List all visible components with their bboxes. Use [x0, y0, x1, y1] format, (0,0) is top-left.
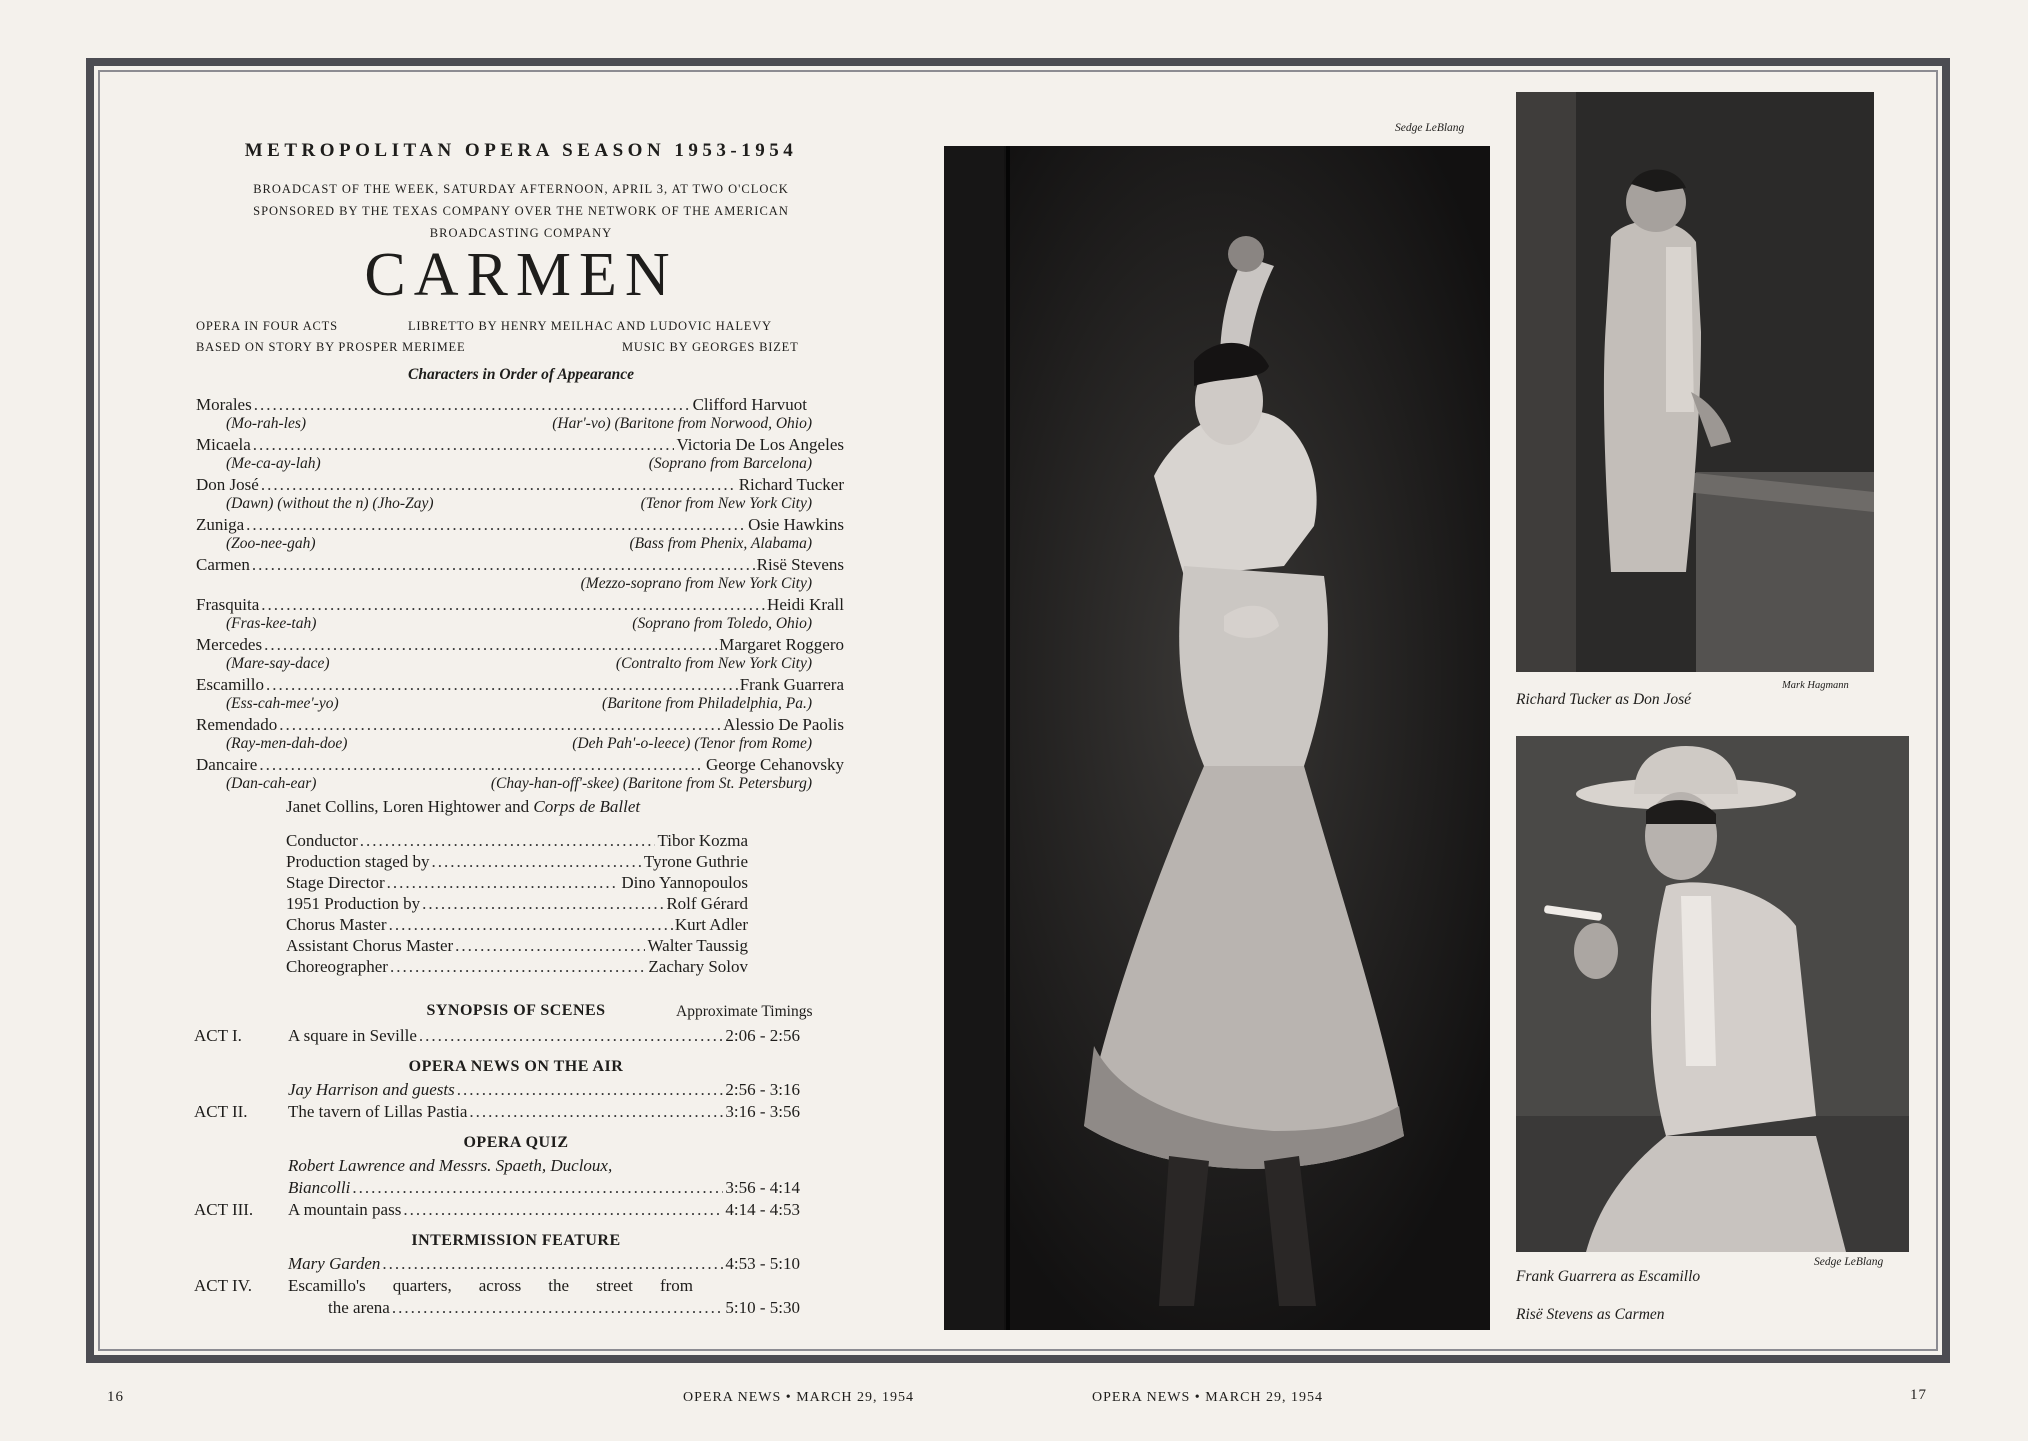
leader-dots: [457, 1080, 724, 1100]
photo-credit: Sedge LeBlang: [1395, 122, 1465, 134]
role: Morales: [196, 395, 252, 414]
photo-caption: Risë Stevens as Carmen: [1516, 1306, 1665, 1323]
timing: 5:10 - 5:30: [725, 1298, 800, 1317]
timing: 4:53 - 5:10: [725, 1254, 800, 1273]
pronunciation: (Zoo-nee-gah): [226, 535, 316, 552]
leader-dots: [419, 1026, 723, 1046]
timing: 2:56 - 3:16: [725, 1080, 800, 1099]
singer-note: (Soprano from Barcelona): [648, 455, 812, 472]
staff-row: [286, 936, 748, 956]
leader-dots: [389, 915, 673, 935]
leader-dots: [252, 555, 755, 575]
staff-role: Assistant Chorus Master: [286, 936, 454, 955]
staff-role: Choreographer: [286, 957, 388, 976]
singer: Heidi Krall: [767, 595, 844, 614]
act-label: ACT III.: [194, 1200, 254, 1219]
season-heading: METROPOLITAN OPERA SEASON 1953-1954: [244, 140, 798, 161]
leader-dots: [261, 595, 765, 615]
scene-row: [288, 1080, 800, 1100]
pronunciation: (Ray-men-dah-doe): [226, 735, 348, 752]
role: Frasquita: [196, 595, 260, 614]
scene-row: [288, 1178, 800, 1198]
staff-role: Production staged by: [286, 852, 430, 871]
scene: the arena: [328, 1298, 390, 1317]
singer: Richard Tucker: [738, 475, 844, 494]
scene: A mountain pass: [288, 1200, 402, 1219]
leader-dots: [392, 1298, 724, 1318]
photo-caption: Frank Guarrera as Escamillo: [1516, 1268, 1701, 1285]
staff-name: Dino Yannopoulos: [621, 873, 748, 892]
leader-dots: [279, 715, 721, 735]
leader-dots: [455, 936, 645, 956]
leader-dots: [360, 831, 656, 851]
leader-dots: [387, 873, 620, 893]
photo-credit: Mark Hagmann: [1782, 680, 1849, 691]
guarrera-photo: [1516, 736, 1909, 1252]
staff-role: Stage Director: [286, 873, 385, 892]
role: Zuniga: [196, 515, 245, 534]
photo-credit: Sedge LeBlang: [1814, 1256, 1884, 1268]
music-credit: MUSIC BY GEORGES BIZET: [622, 340, 799, 354]
singer: Margaret Roggero: [719, 635, 844, 654]
role: Dancaire: [196, 755, 258, 774]
character-row: [196, 715, 844, 735]
broadcast-line: SPONSORED BY THE TEXAS COMPANY OVER THE NETWORK OF THE AMERICAN: [253, 204, 789, 218]
staff-name: Tyrone Guthrie: [643, 852, 748, 871]
singer: Alessio De Paolis: [723, 715, 844, 734]
leader-dots: [352, 1178, 723, 1198]
role: Micaela: [196, 435, 251, 454]
ballet-names: Janet Collins, Loren Hightower and: [286, 797, 534, 816]
scene-row: [288, 1026, 800, 1046]
character-row: [196, 635, 844, 655]
broadcast-info: [196, 178, 846, 244]
character-row: [196, 395, 807, 415]
page-number-left: 16: [107, 1389, 124, 1405]
singer-note: (Contralto from New York City): [615, 655, 812, 672]
leader-dots: [261, 475, 737, 495]
scene-row: [288, 1200, 800, 1220]
staff-name: Walter Taussig: [647, 936, 748, 955]
timings-label: Approximate Timings: [676, 1003, 813, 1020]
singer-note: (Har'-vo) (Baritone from Norwood, Ohio): [552, 415, 812, 432]
role: Remendado: [196, 715, 278, 734]
tucker-photo: [1516, 92, 1874, 672]
singer-note: (Bass from Phenix, Alabama): [629, 535, 812, 552]
pronunciation: (Fras-kee-tah): [226, 615, 317, 632]
page-number-right: 17: [1910, 1387, 1927, 1403]
singer-note: (Baritone from Philadelphia, Pa.): [602, 695, 812, 712]
pronunciation: (Dawn) (without the n) (Jho-Zay): [226, 495, 434, 512]
dancer-illustration: [944, 146, 1490, 1330]
leader-dots: [390, 957, 646, 977]
story-credit: BASED ON STORY BY PROSPER MERIMEE: [196, 340, 466, 354]
singer: Osie Hawkins: [748, 515, 844, 534]
staff-row: [286, 873, 748, 893]
pronunciation: (Dan-cah-ear): [226, 775, 317, 792]
characters-heading: Characters in Order of Appearance: [408, 366, 634, 383]
scene: A square in Seville: [288, 1026, 417, 1045]
character-row: [196, 555, 844, 575]
role: Carmen: [196, 555, 250, 574]
opera-title: CARMEN: [364, 241, 678, 309]
libretto-credit: LIBRETTO BY HENRY MEILHAC AND LUDOVIC HALEVY: [408, 319, 772, 333]
staff-name: Zachary Solov: [648, 957, 748, 976]
singer-note: (Tenor from New York City): [640, 495, 812, 512]
character-row: [196, 515, 844, 535]
staff-role: 1951 Production by: [286, 894, 421, 913]
singer-note: (Mezzo-soprano from New York City): [580, 575, 812, 592]
timing: 3:56 - 4:14: [725, 1178, 800, 1197]
broadcast-line: BROADCASTING COMPANY: [429, 226, 613, 240]
staff-row: [286, 852, 748, 872]
timing: 2:06 - 2:56: [725, 1026, 800, 1045]
pronunciation: (Mo-rah-les): [226, 415, 307, 432]
act-label: ACT I.: [194, 1026, 242, 1045]
leader-dots: [469, 1102, 723, 1122]
staff-row: [286, 915, 748, 935]
character-row: [196, 475, 844, 495]
role: Don José: [196, 475, 259, 494]
pronunciation: (Ess-cah-mee'-yo): [226, 695, 339, 712]
staff-row: [286, 957, 748, 977]
scene: Mary Garden: [288, 1254, 381, 1273]
leader-dots: [432, 852, 642, 872]
broadcast-line: BROADCAST OF THE WEEK, SATURDAY AFTERNOON, APRIL 3, AT TWO O'CLOCK: [253, 182, 789, 196]
pronunciation: (Mare-say-dace): [226, 655, 330, 672]
scene: The tavern of Lillas Pastia: [288, 1102, 468, 1121]
ballet-corps: Corps de Ballet: [533, 797, 641, 816]
act-label: ACT II.: [194, 1102, 248, 1121]
singer-note: (Chay-han-off'-skee) (Baritone from St. Petersburg): [490, 775, 812, 792]
leader-dots: [266, 675, 738, 695]
carmen-photo: [944, 146, 1490, 1330]
intermission-heading: INTERMISSION FEATURE: [411, 1232, 621, 1249]
synopsis-heading: SYNOPSIS OF SCENES: [426, 1002, 606, 1019]
acts-credit: OPERA IN FOUR ACTS: [196, 319, 338, 333]
singer-note: (Soprano from Toledo, Ohio): [632, 615, 812, 632]
character-row: [196, 675, 844, 695]
pronunciation: (Me-ca-ay-lah): [226, 455, 321, 472]
scene-row: [288, 1254, 800, 1274]
singer: Victoria De Los Angeles: [676, 435, 844, 454]
singer: Clifford Harvuot: [692, 395, 807, 414]
scene: Biancolli: [288, 1178, 351, 1197]
timing: 3:16 - 3:56: [725, 1102, 800, 1121]
singer: Frank Guarrera: [739, 675, 844, 694]
staff-row: [286, 831, 748, 851]
leader-dots: [254, 395, 691, 415]
leader-dots: [246, 515, 746, 535]
character-row: [196, 595, 844, 615]
leader-dots: [253, 435, 675, 455]
staff-row: [286, 894, 748, 914]
timing: 4:14 - 4:53: [725, 1200, 800, 1219]
singer-note: (Deh Pah'-o-leece) (Tenor from Rome): [572, 735, 812, 752]
quiz-panel: Robert Lawrence and Messrs. Spaeth, Ducloux,: [288, 1156, 613, 1175]
onair-heading: OPERA NEWS ON THE AIR: [408, 1058, 624, 1075]
leader-dots: [403, 1200, 723, 1220]
scene: Jay Harrison and guests: [288, 1080, 455, 1099]
staff-name: Kurt Adler: [674, 915, 748, 934]
staff-role: Chorus Master: [286, 915, 387, 934]
role: Escamillo: [196, 675, 264, 694]
staff-name: Tibor Kozma: [657, 831, 748, 850]
tucker-illustration: [1516, 92, 1874, 672]
act-label: ACT IV.: [194, 1276, 252, 1295]
ballet-line: [286, 797, 640, 817]
guarrera-illustration: [1516, 736, 1909, 1252]
character-row: [196, 755, 844, 775]
character-row: [196, 435, 844, 455]
role: Mercedes: [196, 635, 263, 654]
scene-line: Escamillo's quarters, across the street from: [288, 1276, 693, 1295]
scene-row: [328, 1298, 800, 1318]
footer-text-left: OPERA NEWS • MARCH 29, 1954: [683, 1390, 915, 1405]
leader-dots: [259, 755, 704, 775]
leader-dots: [382, 1254, 723, 1274]
singer: Risë Stevens: [756, 555, 844, 574]
staff-role: Conductor: [286, 831, 358, 850]
leader-dots: [264, 635, 717, 655]
footer-text-right: OPERA NEWS • MARCH 29, 1954: [1092, 1390, 1324, 1405]
singer: George Cehanovsky: [705, 755, 844, 774]
leader-dots: [422, 894, 664, 914]
quiz-heading: OPERA QUIZ: [463, 1134, 569, 1151]
staff-name: Rolf Gérard: [666, 894, 748, 913]
scene-row: [288, 1102, 800, 1122]
photo-caption: Richard Tucker as Don José: [1516, 691, 1692, 708]
